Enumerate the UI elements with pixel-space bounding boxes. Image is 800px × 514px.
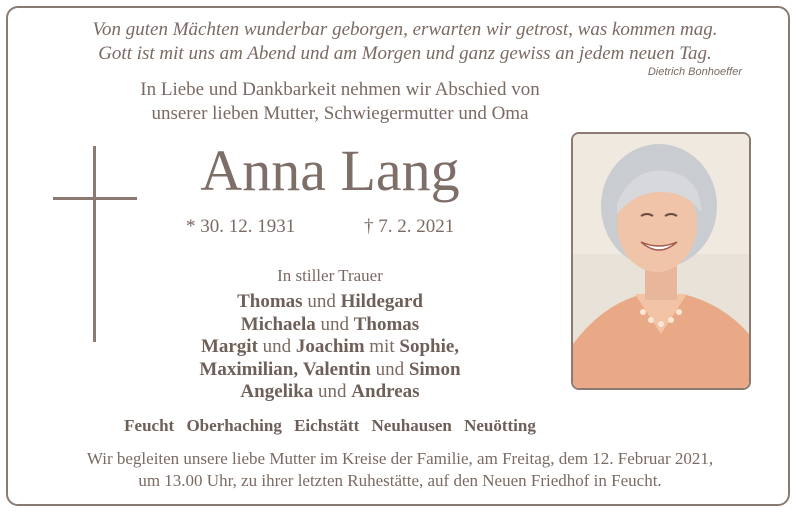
family-row: [150, 359, 510, 382]
family-connector: und: [313, 381, 352, 402]
family-row: [150, 381, 510, 404]
town-name: Feucht: [124, 416, 175, 435]
family-member: Hildegard: [340, 291, 423, 312]
quote-line-2: Gott ist mit uns am Abend und am Morgen und ganz gewiss an jedem neuen Tag.: [98, 43, 712, 64]
family-connector: und: [370, 358, 409, 380]
family-member: Sophie,: [399, 336, 460, 357]
portrait-illustration: [573, 134, 749, 388]
town-name: Eichstätt: [294, 416, 360, 435]
funeral-line-2: um 13.00 Uhr, zu ihrer letzten Ruhestätte, auf den Neuen Friedhof in Feucht.: [138, 471, 662, 490]
quote-author: Dietrich Bonhoeffer: [647, 66, 742, 78]
intro-line-2: unserer lieben Mutter, Schwiegermutter und Oma: [151, 103, 529, 124]
funeral-notice: [20, 448, 780, 492]
family-member: Margit: [200, 336, 258, 357]
family-member: Valentin: [302, 358, 371, 380]
family-member: Michaela: [240, 313, 316, 335]
family-member: Maximilian,: [199, 358, 299, 380]
family-member: Thomas: [237, 291, 303, 312]
town-list: [60, 416, 600, 436]
family-list: [150, 291, 510, 404]
mourning-label: In stiller Trauer: [277, 266, 383, 285]
cross-vertical-bar: [93, 146, 96, 342]
family-member: Thomas: [353, 313, 420, 335]
quote-line-1: Von guten Mächten wunderbar geborgen, erwarten wir getrost, was kommen mag.: [92, 19, 718, 40]
family-member: Andreas: [351, 381, 420, 402]
birth-date: * 30. 12. 1931: [186, 216, 296, 237]
town-name: Oberhaching: [186, 416, 282, 435]
intro-line-1: In Liebe und Dankbarkeit nehmen wir Abschied von: [140, 79, 540, 100]
family-member: Angelika: [240, 381, 314, 402]
family-row: [150, 314, 510, 337]
deceased-name: Anna Lang: [200, 138, 460, 203]
bonhoeffer-quote: [40, 18, 770, 66]
farewell-intro: [60, 78, 620, 126]
cross-horizontal-bar: [53, 197, 137, 200]
family-member: Joachim: [295, 336, 365, 357]
town-name: Neuötting: [464, 416, 536, 435]
town-name: Neuhausen: [371, 416, 452, 435]
family-connector: mit: [364, 336, 400, 357]
portrait-photo: [571, 132, 751, 390]
funeral-line-1: Wir begleiten unsere liebe Mutter im Kreise der Familie, am Freitag, dem 12. Februar 2021,: [86, 449, 714, 468]
family-connector: und: [302, 291, 341, 312]
family-row: [150, 336, 510, 359]
family-connector: und: [257, 336, 296, 357]
family-connector: und: [315, 313, 354, 335]
death-date: † 7. 2. 2021: [364, 216, 455, 237]
family-row: [150, 291, 510, 314]
family-member: Simon: [408, 358, 461, 380]
